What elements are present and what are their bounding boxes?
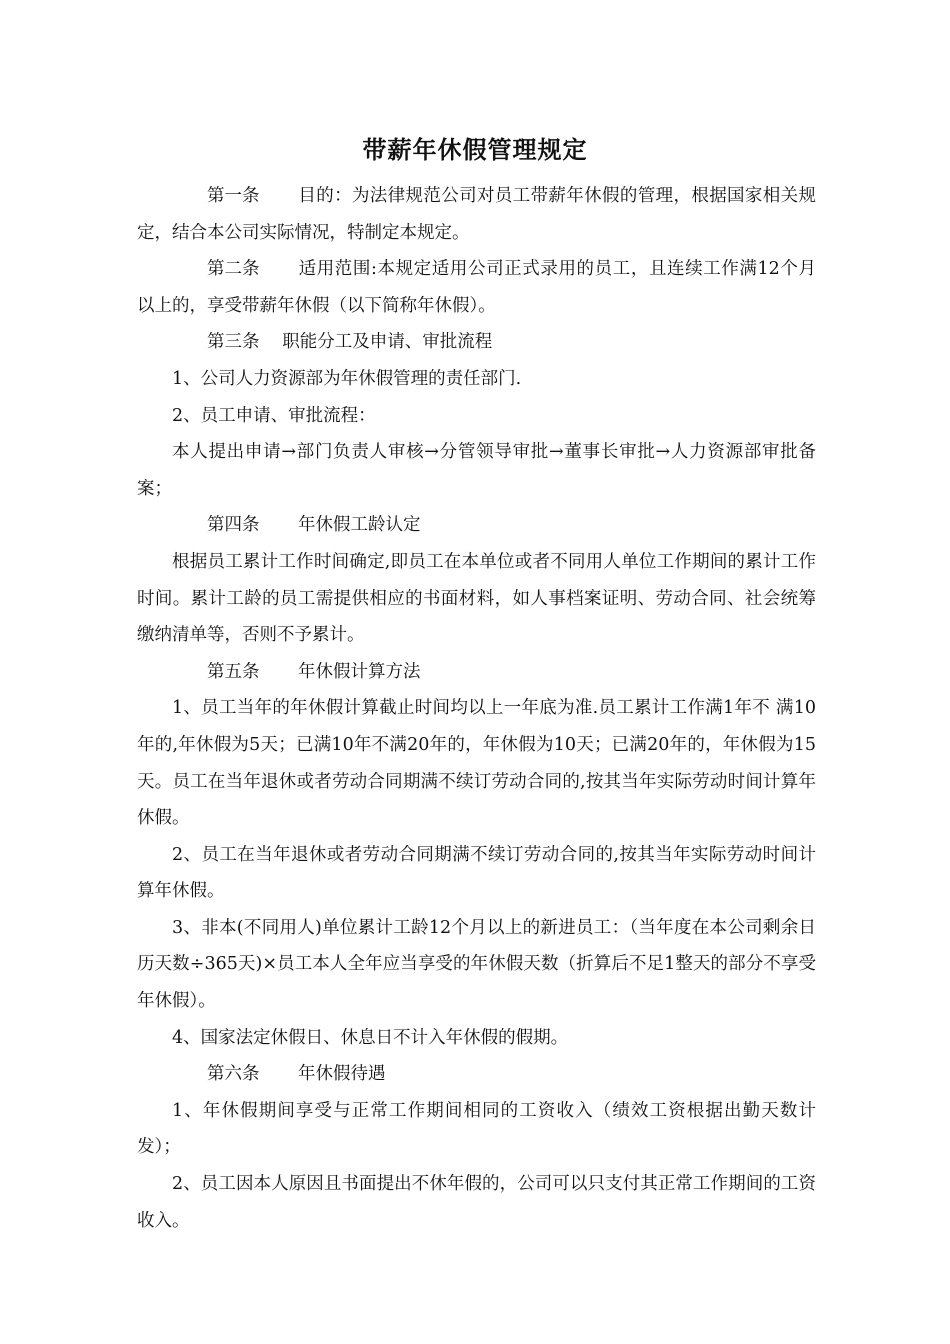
article-number: 第三条 [207,332,260,353]
article-number: 第二条 [207,259,260,280]
article-number: 第四条 [207,515,260,536]
paragraph-text: 年休假工龄认定 [298,515,421,536]
paragraph-item: 2、员工在当年退休或者劳动合同期满不续订劳动合同的,按其当年实际劳动时间计算年休假。 [137,844,816,902]
paragraph-item: 1、员工当年的年休假计算截止时间均以上一年底为准.员工累计工作满1年不 满10年的,年休假为5天；已满10年不满20年的，年休假为10天；已满20年的，年休假为15天。员工在当年退休或者劳动合同期满不续订劳动合同的,按其当年实际劳动时间计算年休假。 [137,698,816,829]
article-number: 第五条 [207,661,260,682]
paragraph-article-3 [137,324,816,361]
paragraph-article-1 [137,178,816,251]
paragraph-item: 3、非本(不同用人)单位累计工龄12个月以上的新进员工：（当年度在本公司剩余日历天数÷365天)×员工本人全年应当享受的年休假天数（折算后不足1整天的部分不享受年休假）。 [137,917,816,1012]
document-title: 带薪年休假管理规定 [362,136,588,164]
paragraph-item: 1、年休假期间享受与正常工作期间相同的工资收入（绩效工资根据出勤天数计发）； [137,1100,816,1158]
paragraph-article-5 [137,654,816,691]
paragraph-item: 根据员工累计工作时间确定,即员工在本单位或者不同用人单位工作期间的累计工作时间。累计工龄的员工需提供相应的书面材料，如人事档案证明、劳动合同、社会统筹缴纳清单等，否则不予累计。 [137,551,816,646]
article-number: 第一条 [207,186,260,206]
paragraph-text: 职能分工及申请、审批流程 [282,332,493,353]
paragraph-flow: 本人提出申请→部门负责人审核→分管领导审批→董事长审批→人力资源部审批备案； [137,442,816,499]
article-number: 第六条 [207,1064,260,1085]
paragraph-item: 1、公司人力资源部为年休假管理的责任部门. [172,368,522,389]
paragraph-text: 适用范围:本规定适用公司正式录用的员工，且连续工作满12个月以上的，享受带薪年休假（以下简称年休假）。 [137,259,816,316]
paragraph-article-6 [137,1056,816,1093]
paragraph-article-2 [137,251,816,324]
document-body [137,178,816,1239]
paragraph-item: 4、国家法定休假日、休息日不计入年休假的假期。 [172,1027,569,1048]
paragraph-item: 2、员工申请、审批流程： [172,405,376,426]
paragraph-text: 年休假待遇 [298,1064,386,1085]
paragraph-text: 年休假计算方法 [298,661,421,682]
paragraph-item: 2、员工因本人原因且书面提出不休年假的，公司可以只支付其正常工作期间的工资收入。 [137,1174,816,1231]
paragraph-text: 目的：为法律规范公司对员工带薪年休假的管理，根据国家相关规定，结合本公司实际情况，特制定本规定。 [137,186,816,243]
paragraph-article-4 [137,507,816,544]
